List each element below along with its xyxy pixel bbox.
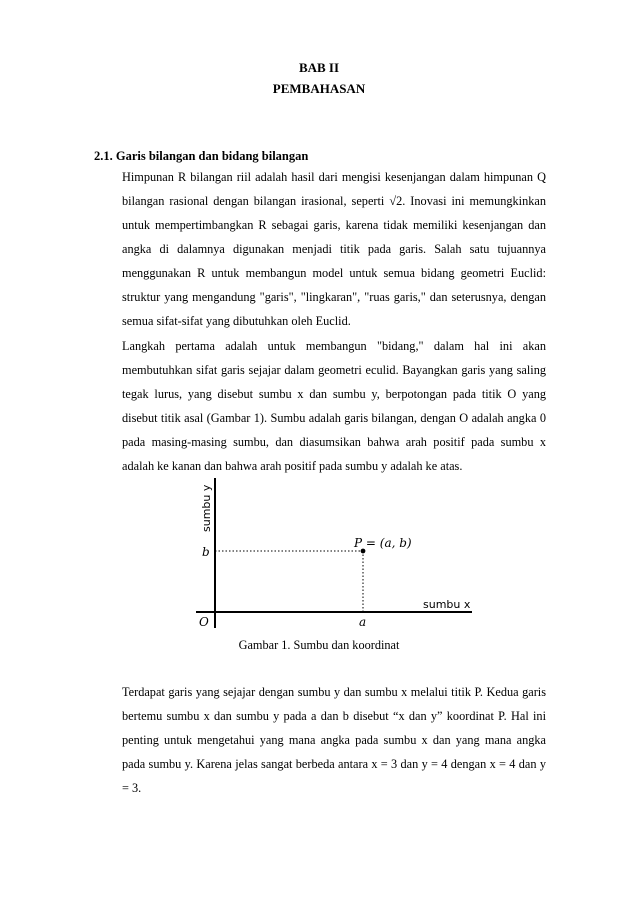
chapter-title: PEMBAHASAN <box>272 81 366 96</box>
chapter-number: BAB II <box>298 60 340 75</box>
figure-caption: Gambar 1. Sumbu dan koordinat <box>238 638 400 652</box>
section-title: 2.1. Garis bilangan dan bidang bilangan <box>94 149 309 163</box>
point-label: P = (a, b) <box>354 536 412 550</box>
paragraph-1: Himpunan R bilangan riil adalah hasil dari mengisi kesenjangan dalam himpunan Q bilangan rasional dengan bilangan irasional, seperti √2. Inovasi ini memungkinkan untuk mempertimbangkan R sebagai garis, karena tidak memiliki kesenjangan dan angka di dalamnya digunakan menjadi titik pada garis. Salah satu tujuannya menggunakan R untuk membangun model untuk semua bidang geometri Euclid: struktur yang mengandung "garis", "lingkaran", "ruas garis," dan seterusnya, dengan semua sifat-sifat yang dibutuhkan oleh Euclid. <box>122 170 546 328</box>
paragraph-3: Terdapat garis yang sejajar dengan sumbu y dan sumbu x melalui titik P. Kedua garis bertemu sumbu x dan sumbu y pada a dan b disebut “x dan y” koordinat P. Hal ini penting untuk mengetahui yang mana angka pada sumbu x dan yang mana angka pada sumbu y. Karena jelas sangat berbeda antara x = 3 dan y = 4 dengan x = 4 dan y = 3. <box>122 685 546 795</box>
paragraph-2: Langkah pertama adalah untuk membangun "bidang," dalam hal ini akan membutuhkan sifat garis sejajar dalam geometri eculid. Bayangkan garis yang saling tegak lurus, yang disebut sumbu x dan sumbu y, berpotongan pada titik O yang disebut titik asal (Gambar 1). Sumbu adalah garis bilangan, dengan O adalah angka 0 pada masing-masing sumbu, dan diasumsikan bahwa arah positif pada sumbu x adalah ke kanan dan bahwa arah positif pada sumbu y adalah ke atas. <box>122 339 546 473</box>
x-axis-label: sumbu x <box>423 598 471 611</box>
origin-label: O <box>199 615 209 629</box>
y-tick-label: b <box>202 545 210 559</box>
x-tick-label: a <box>359 615 367 629</box>
y-axis-label: sumbu y <box>200 484 213 532</box>
